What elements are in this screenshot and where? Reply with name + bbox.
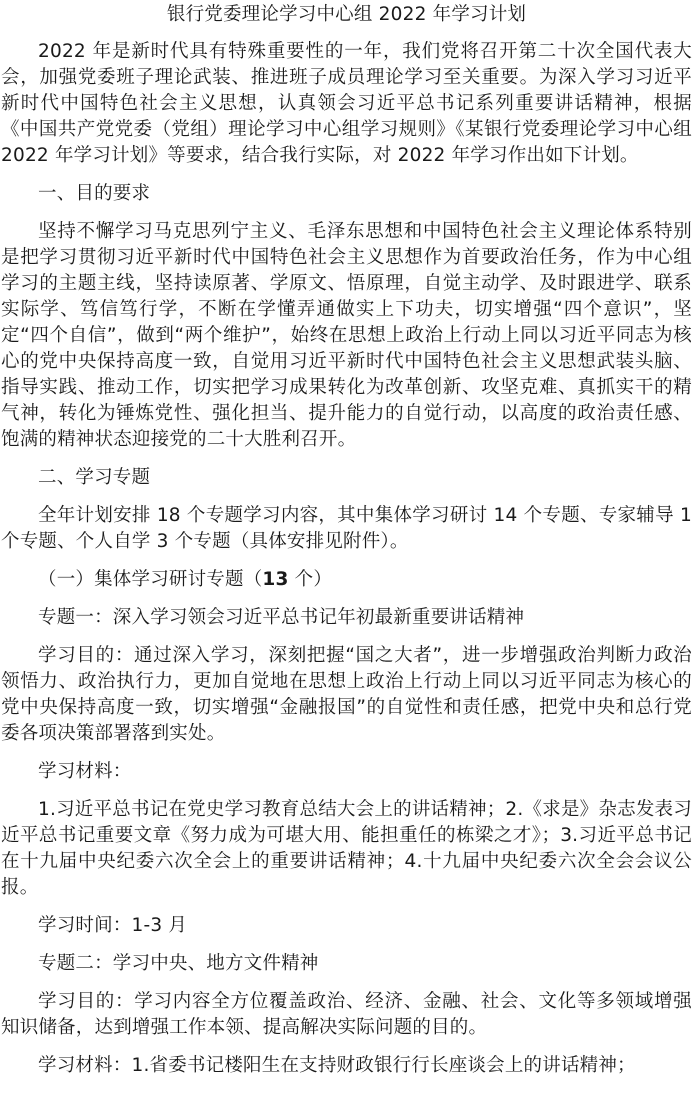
subsection-heading-collective — [1, 557, 692, 595]
topic-one-heading: 专题一：深入学习领会习近平总书记年初最新重要讲话精神 — [38, 607, 525, 628]
topic-one-time: 学习时间：1-3 月 — [38, 915, 188, 936]
intro-paragraph: 2022 年是新时代具有特殊重要性的一年，我们党将召开第二十次全国代表大会，加强党委班子理论武装、推进班子成员理论学习至关重要。为深入学习习近平新时代中国特色社会主义思想，认真领会习近平总书记系列重要讲话精神，根据《中国共产党党委（党组）理论学习中心组学习规则》《某银行党委理论学习中心组 2022 年学习计划》等要求，结合我行实际，对 2022 年学习作出如下计划。 — [1, 41, 692, 166]
topic-one-purpose: 学习目的：通过深入学习，深刻把握“国之大者”，进一步增强政治判断力政治领悟力、政治执行力，更加自觉地在思想上政治上行动上同以习近平同志为核心的党中央保持高度一致，切实增强“金融报国”的自觉性和责任感，把党中央和总行党委各项决策部署落到实处。 — [1, 645, 692, 744]
section-heading-purpose: 一、目的要求 — [38, 183, 151, 204]
subsection-heading-suffix: 个） — [288, 569, 333, 590]
document-title: 银行党委理论学习中心组 2022 年学习计划 — [166, 4, 527, 25]
topic-two-purpose: 学习目的：学习内容全方位覆盖政治、经济、金融、社会、文化等多领域增强知识储备，达到增强工作本领、提高解决实际问题的目的。 — [1, 991, 692, 1038]
subsection-heading-count: 13 — [262, 569, 289, 590]
section-topics-body: 全年计划安排 18 个专题学习内容，其中集体学习研讨 14 个专题、专家辅导 1 个专题、个人自学 3 个专题（具体安排见附件）。 — [1, 505, 692, 552]
topic-two-materials: 学习材料：1.省委书记楼阳生在支持财政银行行长座谈会上的讲话精神； — [38, 1055, 636, 1076]
section-heading-topics: 二、学习专题 — [38, 467, 151, 488]
section-purpose-body: 坚持不懈学习马克思列宁主义、毛泽东思想和中国特色社会主义理论体系特别是把学习贯彻习近平新时代中国特色社会主义思想作为首要政治任务，作为中心组学习的主题主线，坚持读原著、学原文、悟原理，自觉主动学、及时跟进学、联系实际学、笃信笃行学，不断在学懂弄通做实上下功夫，切实增强“四个意识”，坚定“四个自信”，做到“两个维护”，始终在思想上政治上行动上同以习近平同志为核心的党中央保持高度一致，自觉用习近平新时代中国特色社会主义思想武装头脑、指导实践、推动工作，切实把学习成果转化为改革创新、攻坚克难、真抓实干的精气神，转化为锤炼党性、强化担当、提升能力的自觉行动，以高度的政治责任感、饱满的精神状态迎接党的二十大胜利召开。 — [1, 221, 692, 450]
subsection-heading-prefix: （一）集体学习研讨专题（ — [38, 569, 263, 590]
topic-one-materials: 1.习近平总书记在党史学习教育总结大会上的讲话精神；2.《求是》杂志发表习近平总书记重要文章《努力成为可堪大用、能担重任的栋梁之才》；3.习近平总书记在十九届中央纪委六次全会上的重要讲话精神；4.十九届中央纪委六次全会会议公报。 — [1, 799, 692, 898]
topic-two-heading: 专题二：学习中央、地方文件精神 — [38, 953, 319, 974]
topic-one-materials-label: 学习材料： — [38, 761, 132, 782]
